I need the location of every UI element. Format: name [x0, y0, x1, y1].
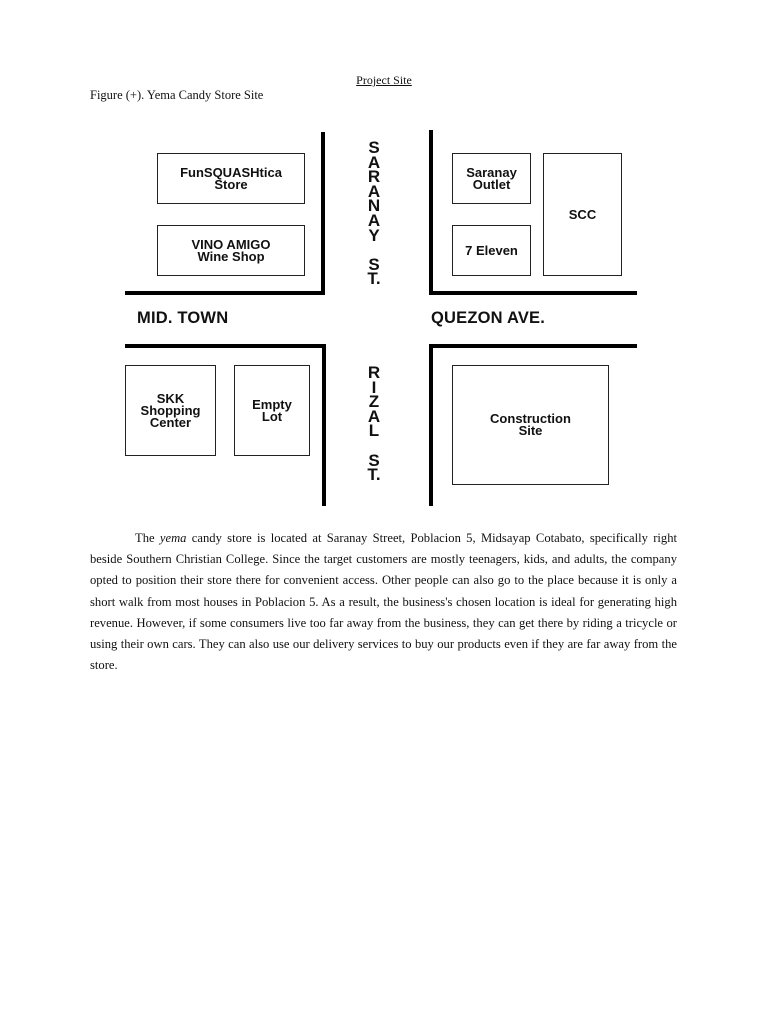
building-vino-amigo	[157, 225, 305, 276]
street-label-rizal: R I Z A L S T.	[367, 363, 381, 485]
paragraph-emphasis: yema	[159, 531, 187, 545]
paragraph-body: candy store is located at Saranay Street, Poblacion 5, Midsayap Cotabato, specifically right beside Southern Christian College. Since the target customers are mostly teenagers, kids, and adults, the company opted to position their store there for convenient access. Other people can also go to the place because it is only a short walk from most houses in Poblacion 5. As a result, the business's chosen location is ideal for generating high revenue. However, if some consumers live too far away from the business, they can get there by riding a tricycle or using their own cars. They can also use our delivery services to buy our products even if they are far away from the store.	[90, 531, 678, 673]
description-paragraph	[90, 528, 677, 676]
building-skk-shopping-center	[125, 365, 216, 456]
street-label-midtown: MID. TOWN	[137, 309, 229, 327]
building-label: SKK Shopping Center	[140, 390, 201, 430]
wall-top-right-horizontal	[429, 291, 637, 295]
building-label: SCC	[568, 206, 597, 222]
wall-bottom-left-horizontal	[125, 344, 326, 348]
building-label: Construction Site	[490, 411, 571, 438]
street-label-quezon: QUEZON AVE.	[431, 309, 546, 327]
building-construction-site	[452, 365, 609, 485]
building-label: FunSQUASHtica Store	[180, 164, 282, 192]
page-heading: Project Site	[356, 73, 412, 87]
wall-top-left-vertical	[321, 132, 325, 294]
building-label: VINO AMIGO Wine Shop	[191, 236, 271, 264]
wall-bottom-right-vertical	[429, 344, 433, 506]
building-empty-lot	[234, 365, 310, 456]
building-funsquashtica	[157, 153, 305, 204]
wall-bottom-right-horizontal	[429, 344, 637, 348]
building-label: 7 Eleven	[465, 242, 518, 258]
wall-top-right-vertical	[429, 130, 433, 294]
building-label: Saranay Outlet	[466, 164, 517, 192]
figure-caption: Figure (+). Yema Candy Store Site	[90, 88, 264, 102]
street-label-saranay: S A R A N A Y S T.	[367, 138, 381, 289]
building-7-eleven	[452, 225, 531, 276]
wall-top-left-horizontal	[125, 291, 325, 295]
wall-bottom-left-vertical	[322, 344, 326, 506]
building-label: Empty Lot	[252, 396, 292, 424]
paragraph-lead: The	[135, 531, 160, 545]
building-scc	[543, 153, 622, 276]
building-saranay-outlet	[452, 153, 531, 204]
